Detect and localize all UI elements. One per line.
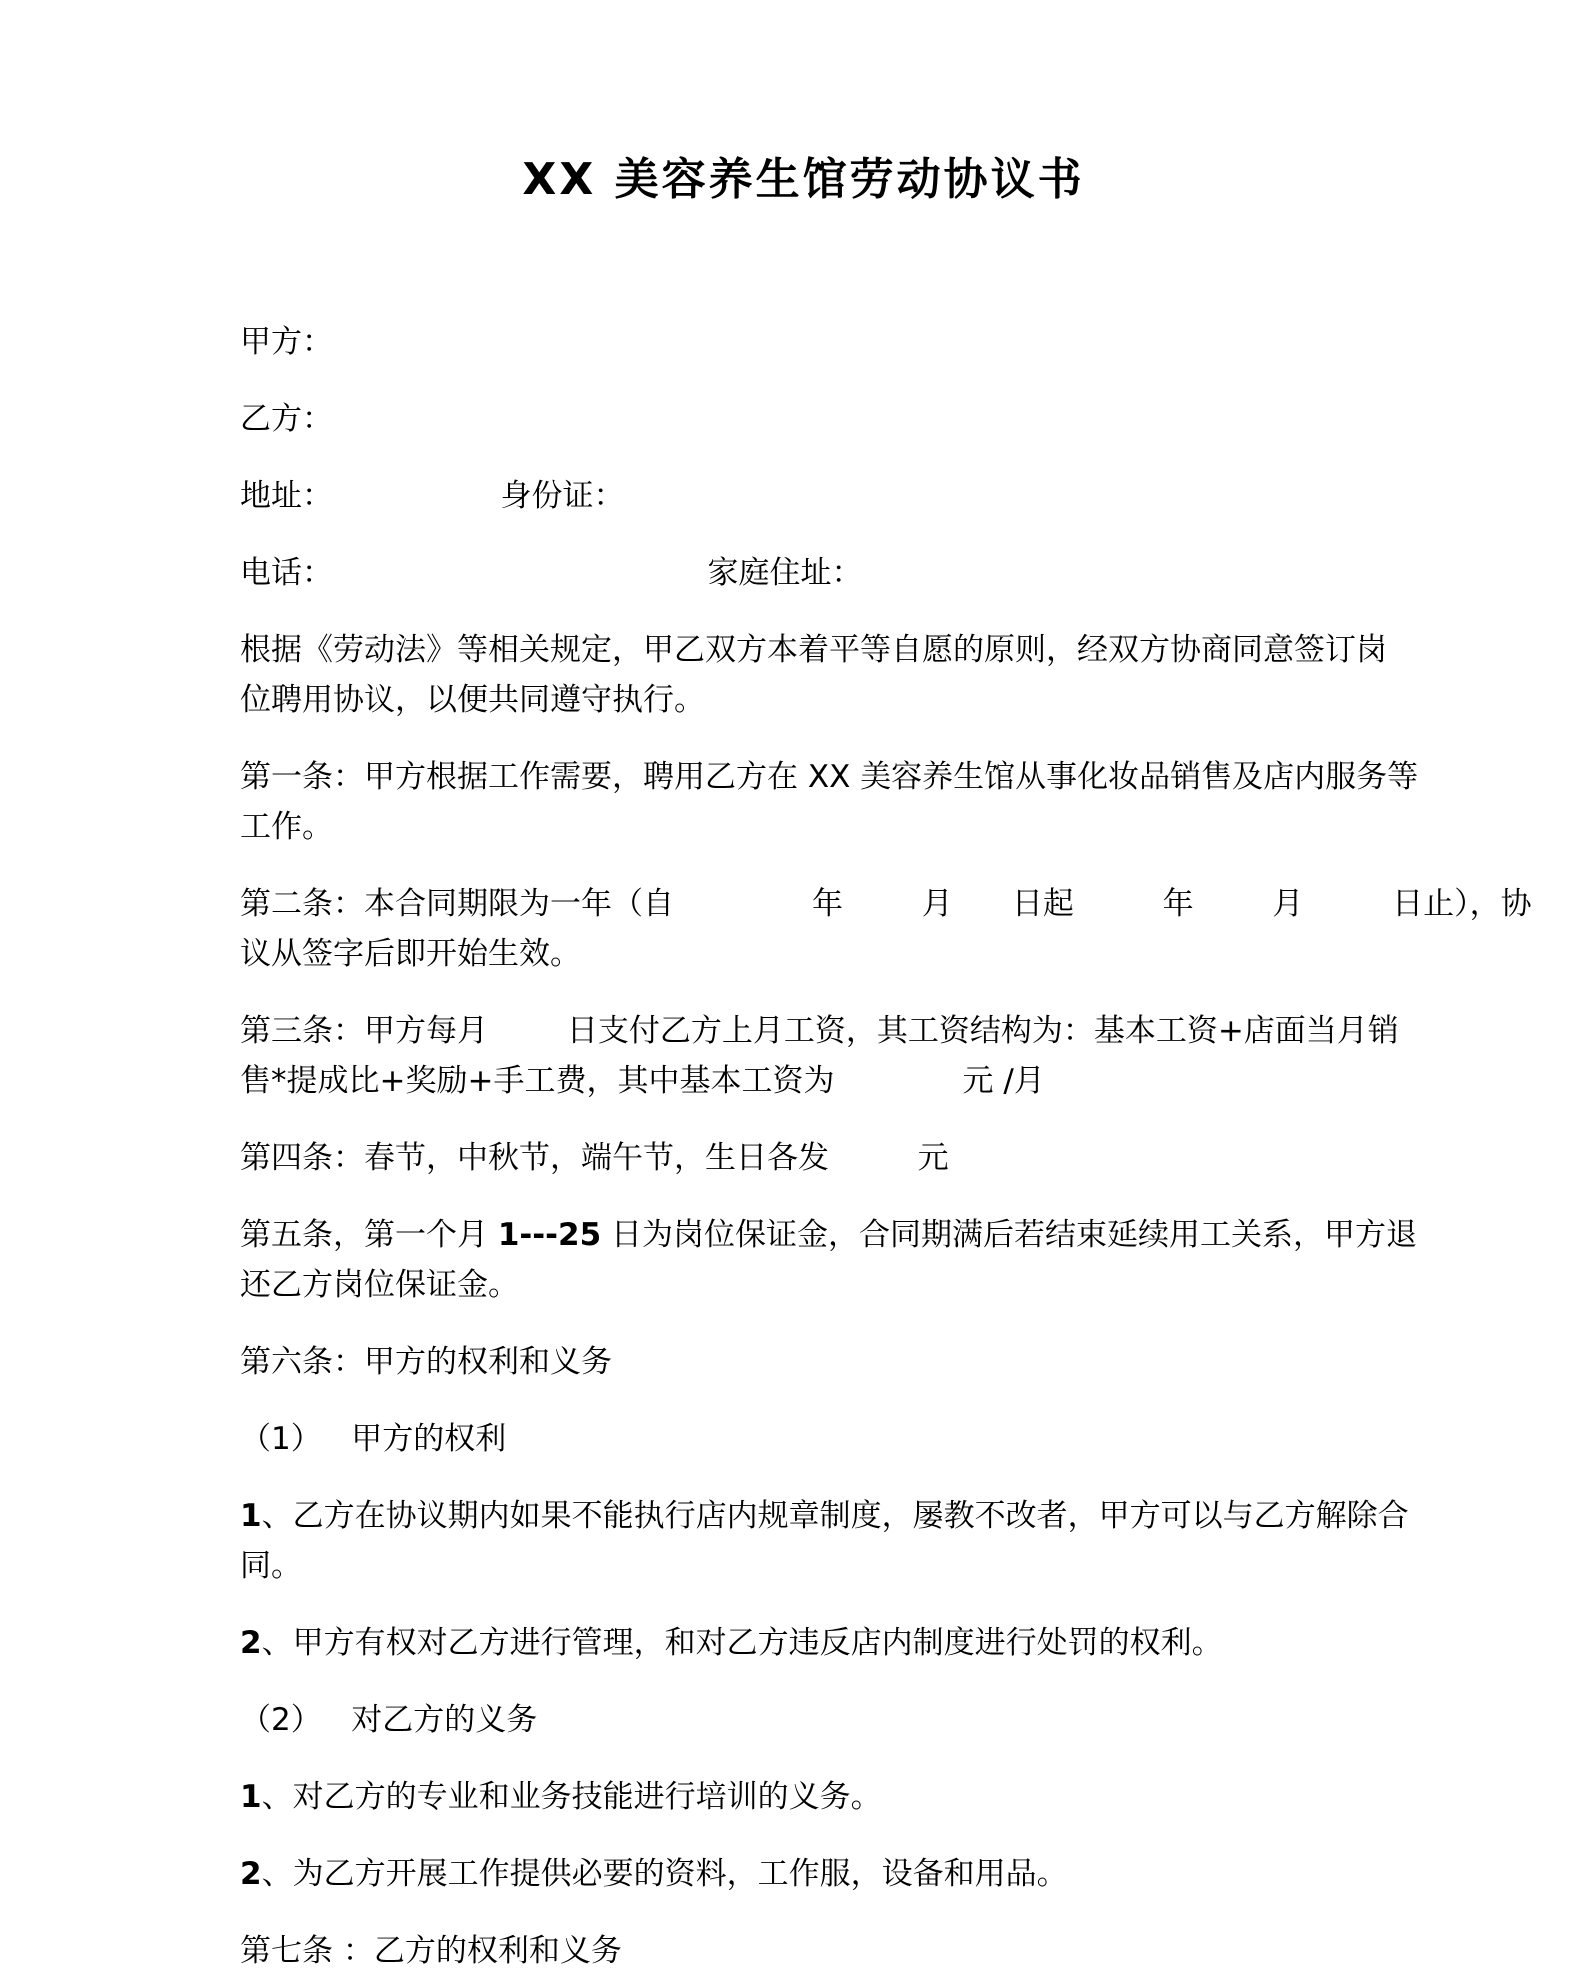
document-title: XX 美容养生馆劳动协议书 <box>522 154 1085 205</box>
text-segment: 甲方： <box>240 324 333 360</box>
text-segment: 日为岗位保证金，合同期满后若结束延续用工关系，甲方退 <box>601 1217 1418 1253</box>
text-segment: 位聘用协议，以便共同遵守执行。 <box>240 682 705 718</box>
text-line <box>240 1006 1407 1056</box>
party-b-line <box>240 394 1407 444</box>
clause-3 <box>240 1006 1407 1106</box>
text-line <box>240 1133 1407 1183</box>
text-line <box>240 1541 1407 1591</box>
text-line <box>240 1618 1407 1668</box>
clause-6-sub-1-item-2 <box>240 1618 1407 1668</box>
text-line <box>240 625 1407 675</box>
text-line <box>240 879 1532 929</box>
text-segment: 工作。 <box>240 809 333 845</box>
clause-6 <box>240 1337 1407 1387</box>
text-line <box>240 317 1407 367</box>
text-line <box>240 1926 1407 1970</box>
text-line <box>240 1260 1407 1310</box>
text-segment: 第一条：甲方根据工作需要，聘用乙方在 XX 美容养生馆从事化妆品销售及店内服务等 <box>240 759 1419 795</box>
text-line <box>240 471 1407 521</box>
text-line <box>240 1849 1407 1899</box>
party-a-line <box>240 317 1407 367</box>
clause-6-sub-2-item-2 <box>240 1849 1407 1899</box>
text-line <box>240 1772 1407 1822</box>
text-line <box>240 1491 1407 1541</box>
clause-5 <box>240 1210 1418 1310</box>
clause-6-sub-1 <box>240 1414 1407 1464</box>
text-segment: 第二条：本合同期限为一年（自 年 月 日起 年 月 日止），协 <box>240 886 1532 922</box>
text-segment: 根据《劳动法》等相关规定，甲乙双方本着平等自愿的原则，经双方协商同意签订岗 <box>240 632 1387 668</box>
text-line <box>240 548 1407 598</box>
text-segment: 、乙方在协议期内如果不能执行店内规章制度，屡教不改者，甲方可以与乙方解除合 <box>261 1498 1409 1534</box>
clause-7 <box>240 1926 1407 1970</box>
phone-home-address-line <box>240 548 1407 598</box>
text-line <box>240 929 1407 979</box>
clause-4 <box>240 1133 1407 1183</box>
text-segment: 第六条：甲方的权利和义务 <box>240 1344 612 1380</box>
preamble <box>240 625 1407 725</box>
text-segment: 第三条：甲方每月 日支付乙方上月工资，其工资结构为：基本工资+店面当月销 <box>240 1013 1399 1049</box>
bold-text-segment: 1---25 <box>497 1217 602 1253</box>
text-segment: 、对乙方的专业和业务技能进行培训的义务。 <box>261 1779 882 1815</box>
text-line <box>240 1695 1407 1745</box>
text-line <box>240 1056 1407 1106</box>
text-segment: 同。 <box>240 1548 302 1584</box>
bold-text-segment: 1 <box>240 1498 262 1534</box>
bold-text-segment: 1 <box>240 1779 262 1815</box>
text-segment: （1） 甲方的权利 <box>240 1421 507 1457</box>
text-segment: 第五条，第一个月 <box>240 1217 498 1253</box>
bold-text-segment: 2 <box>240 1856 262 1892</box>
clause-1 <box>240 752 1419 852</box>
address-id-line <box>240 471 1407 521</box>
clause-6-sub-2 <box>240 1695 1407 1745</box>
text-segment: 、为乙方开展工作提供必要的资料，工作服，设备和用品。 <box>261 1856 1068 1892</box>
text-segment: （2） 对乙方的义务 <box>240 1702 538 1738</box>
text-segment: 议从签字后即开始生效。 <box>240 936 581 972</box>
text-line <box>240 1414 1407 1464</box>
clause-6-sub-2-item-1 <box>240 1772 1407 1822</box>
clause-2 <box>240 879 1532 979</box>
text-segment: 第四条：春节，中秋节，端午节，生日各发 元 <box>240 1140 949 1176</box>
text-segment: 电话： 家庭住址： <box>240 555 863 591</box>
text-line <box>240 802 1407 852</box>
text-segment: 地址： 身份证： <box>240 478 625 514</box>
text-line <box>240 1337 1407 1387</box>
text-line <box>240 752 1419 802</box>
clause-6-sub-1-item-1 <box>240 1491 1407 1591</box>
text-line <box>240 394 1407 444</box>
bold-text-segment: 2 <box>240 1625 262 1661</box>
text-segment: 乙方： <box>240 401 333 437</box>
text-segment: 还乙方岗位保证金。 <box>240 1267 519 1303</box>
document-body <box>240 317 1532 1970</box>
text-line <box>240 675 1407 725</box>
text-segment: 第七条 ：乙方的权利和义务 <box>240 1933 622 1969</box>
text-segment: 售*提成比+奖励+手工费，其中基本工资为 元 /月 <box>240 1063 1045 1099</box>
text-segment: 、甲方有权对乙方进行管理，和对乙方违反店内制度进行处罚的权利。 <box>261 1625 1223 1661</box>
text-line <box>240 1210 1418 1260</box>
